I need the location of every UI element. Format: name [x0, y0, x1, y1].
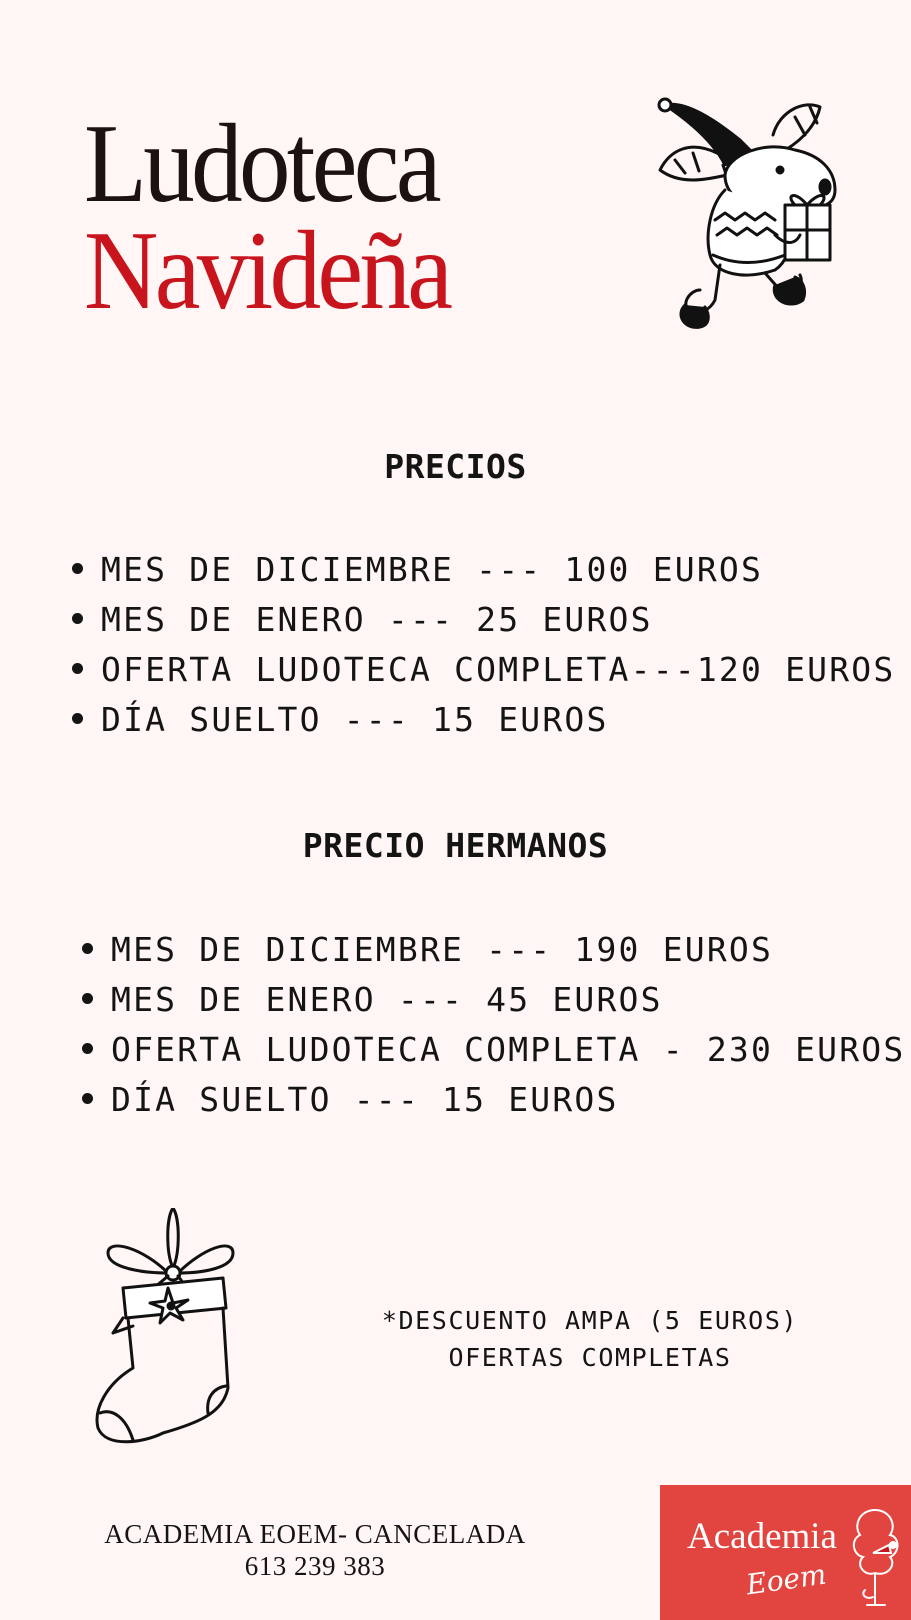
bullet-icon — [72, 663, 83, 674]
precios-list — [72, 545, 895, 745]
discount-note-line1: *DESCUENTO AMPA (5 EUROS) — [381, 1306, 799, 1335]
list-item: OFERTA LUDOTECA COMPLETA - 230 EUROS — [82, 1025, 905, 1075]
christmas-stocking-icon — [88, 1208, 238, 1448]
precio-hermanos-heading: PRECIO HERMANOS — [302, 826, 609, 865]
list-item: MES DE DICIEMBRE --- 100 EUROS — [72, 545, 895, 595]
precio-hermanos-list — [82, 925, 905, 1125]
bullet-icon — [72, 563, 83, 574]
bullet-icon — [72, 613, 83, 624]
academia-logo — [660, 1485, 911, 1620]
bullet-icon — [72, 713, 83, 724]
list-item: DÍA SUELTO --- 15 EUROS — [72, 695, 895, 745]
moose-with-gift-icon — [655, 95, 865, 345]
footer — [70, 1518, 560, 1582]
footer-academy-name: ACADEMIA EOEM- CANCELADA — [104, 1519, 526, 1549]
footer-phone: 613 239 383 — [244, 1551, 386, 1581]
logo-main-text: Academia — [687, 1516, 837, 1557]
list-item: MES DE DICIEMBRE --- 190 EUROS — [82, 925, 905, 975]
list-item: OFERTA LUDOTECA COMPLETA---120 EUROS — [72, 645, 895, 695]
logo-sub-text: Eoem — [744, 1557, 829, 1602]
list-item: MES DE ENERO --- 25 EUROS — [72, 595, 895, 645]
bullet-icon — [82, 1093, 93, 1104]
discount-note-line2: OFERTAS COMPLETAS — [448, 1343, 732, 1372]
precios-heading: PRECIOS — [384, 447, 527, 486]
title-navidena: Navideña — [84, 209, 450, 333]
list-item: MES DE ENERO --- 45 EUROS — [82, 975, 905, 1025]
title-ludoteca: Ludoteca — [84, 102, 438, 226]
bullet-icon — [82, 943, 93, 954]
tree-with-santa-hat-icon — [845, 1505, 905, 1615]
discount-note — [370, 1302, 810, 1376]
list-item: DÍA SUELTO --- 15 EUROS — [82, 1075, 905, 1125]
bullet-icon — [82, 993, 93, 1004]
bullet-icon — [82, 1043, 93, 1054]
